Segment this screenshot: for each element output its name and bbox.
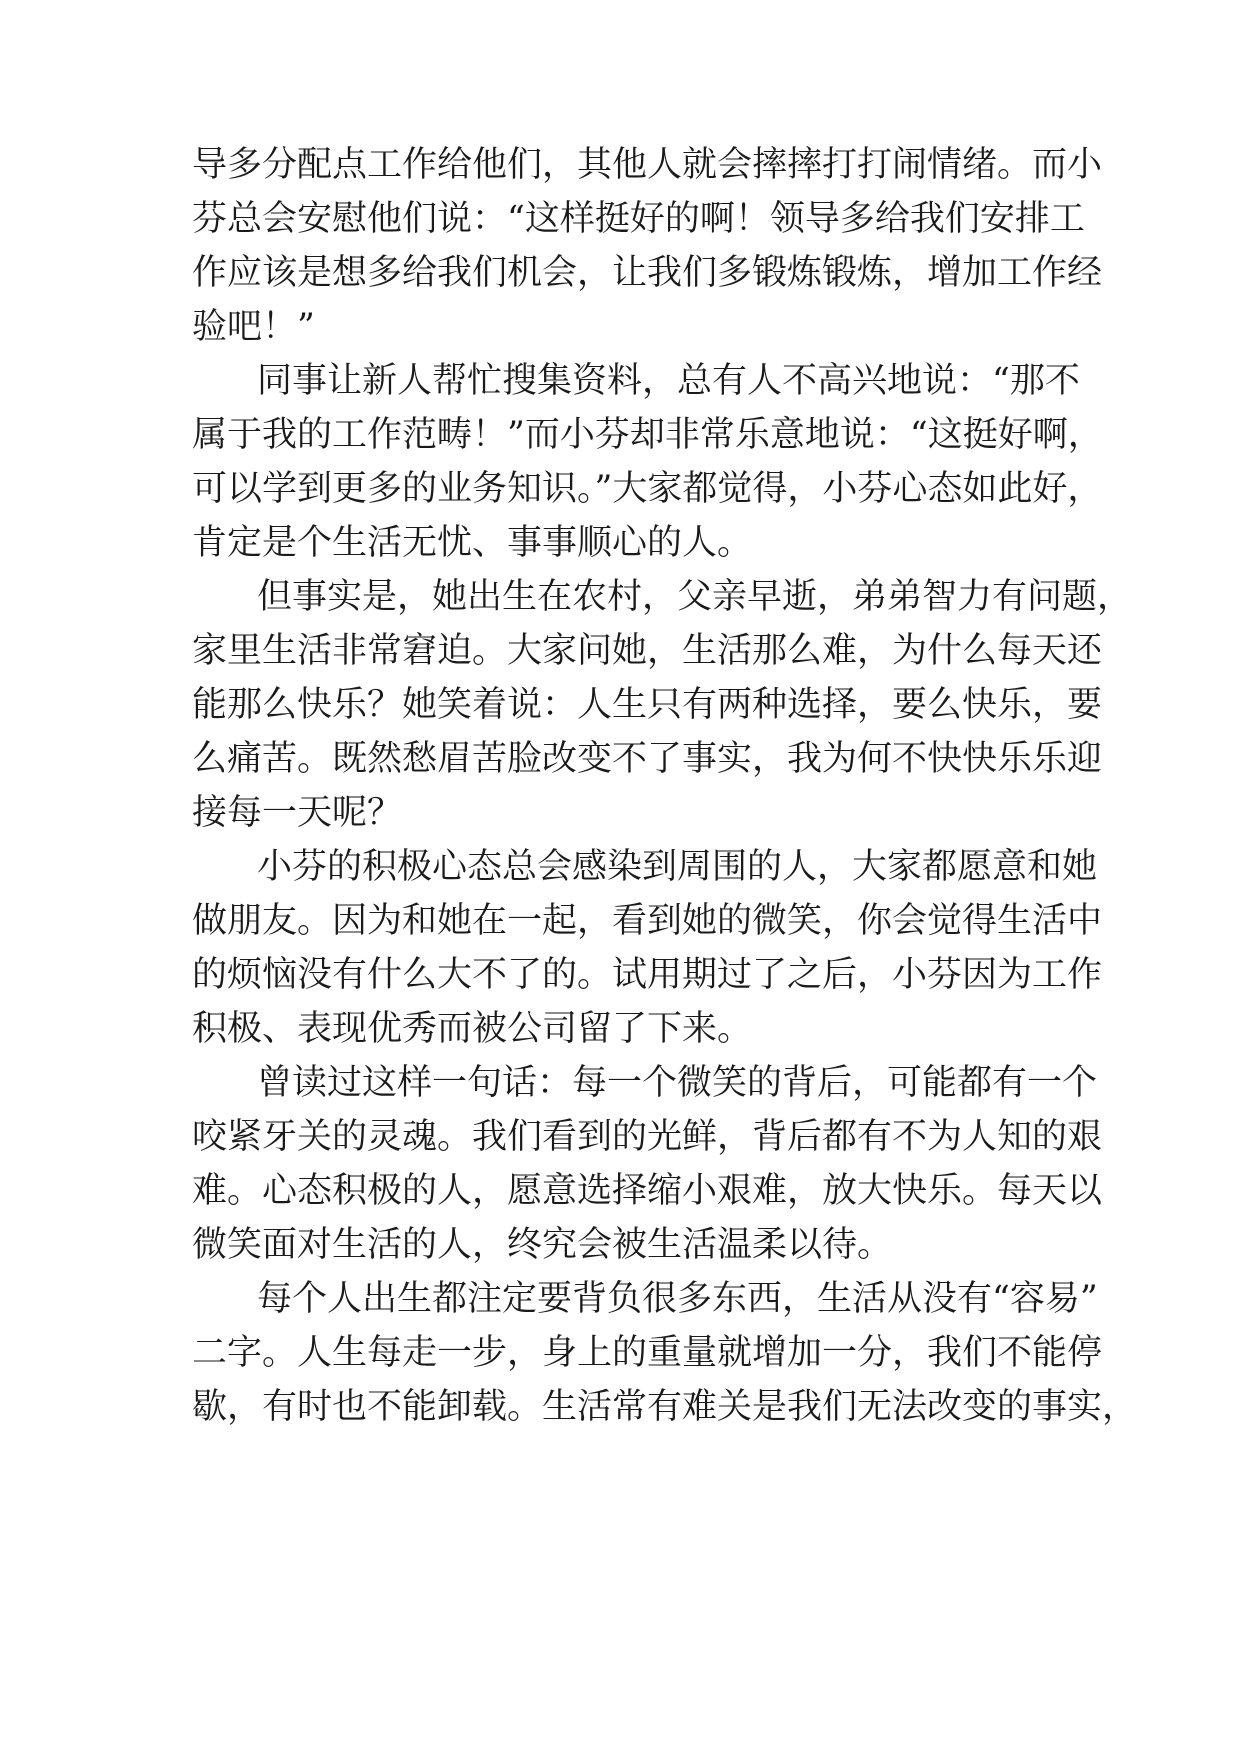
text-line: 验吧！” [192, 307, 315, 347]
paragraph-first-line: 小芬的积极心态总会感染到周围的人，大家都愿意和她 [257, 847, 1098, 887]
text-line: 么痛苦。既然愁眉苦脸改变不了事实，我为何不快快乐乐迎 [192, 739, 1103, 779]
text-line: 歇，有时也不能卸载。生活常有难关是我们无法改变的事实， [192, 1387, 1138, 1427]
paragraph-first-line: 曾读过这样一句话：每一个微笑的背后，可能都有一个 [257, 1063, 1098, 1103]
text-line: 芬总会安慰他们说：“这样挺好的啊！领导多给我们安排工 [192, 199, 1085, 239]
paragraph-first-line: 同事让新人帮忙搜集资料，总有人不高兴地说：“那不 [257, 361, 1080, 401]
paragraph-first-line: 每个人出生都注定要背负很多东西，生活从没有“容易” [257, 1279, 1098, 1319]
text-line: 做朋友。因为和她在一起，看到她的微笑，你会觉得生活中 [192, 901, 1103, 941]
text-line: 的烦恼没有什么大不了的。试用期过了之后，小芬因为工作 [192, 955, 1103, 995]
text-line: 二字。人生每走一步，身上的重量就增加一分，我们不能停 [192, 1333, 1103, 1373]
paragraph-first-line: 但事实是，她出生在农村，父亲早逝，弟弟智力有问题， [257, 577, 1133, 617]
text-line: 导多分配点工作给他们，其他人就会摔摔打打闹情绪。而小 [192, 145, 1103, 185]
text-line: 家里生活非常窘迫。大家问她，生活那么难，为什么每天还 [192, 631, 1103, 671]
text-line: 作应该是想多给我们机会，让我们多锻炼锻炼，增加工作经 [192, 253, 1103, 293]
text-line: 难。心态积极的人，愿意选择缩小艰难，放大快乐。每天以 [192, 1171, 1103, 1211]
text-line: 咬紧牙关的灵魂。我们看到的光鲜，背后都有不为人知的艰 [192, 1117, 1103, 1157]
text-line: 积极、表现优秀而被公司留了下来。 [192, 1009, 753, 1049]
text-line: 属于我的工作范畴！”而小芬却非常乐意地说：“这挺好啊， [192, 415, 1103, 455]
text-line: 能那么快乐？她笑着说：人生只有两种选择，要么快乐，要 [192, 685, 1103, 725]
text-line: 肯定是个生活无忧、事事顺心的人。 [192, 523, 753, 563]
text-line: 接每一天呢？ [192, 793, 403, 833]
text-line: 可以学到更多的业务知识。”大家都觉得，小芬心态如此好， [192, 469, 1103, 509]
text-line: 微笑面对生活的人，终究会被生活温柔以待。 [192, 1225, 893, 1265]
